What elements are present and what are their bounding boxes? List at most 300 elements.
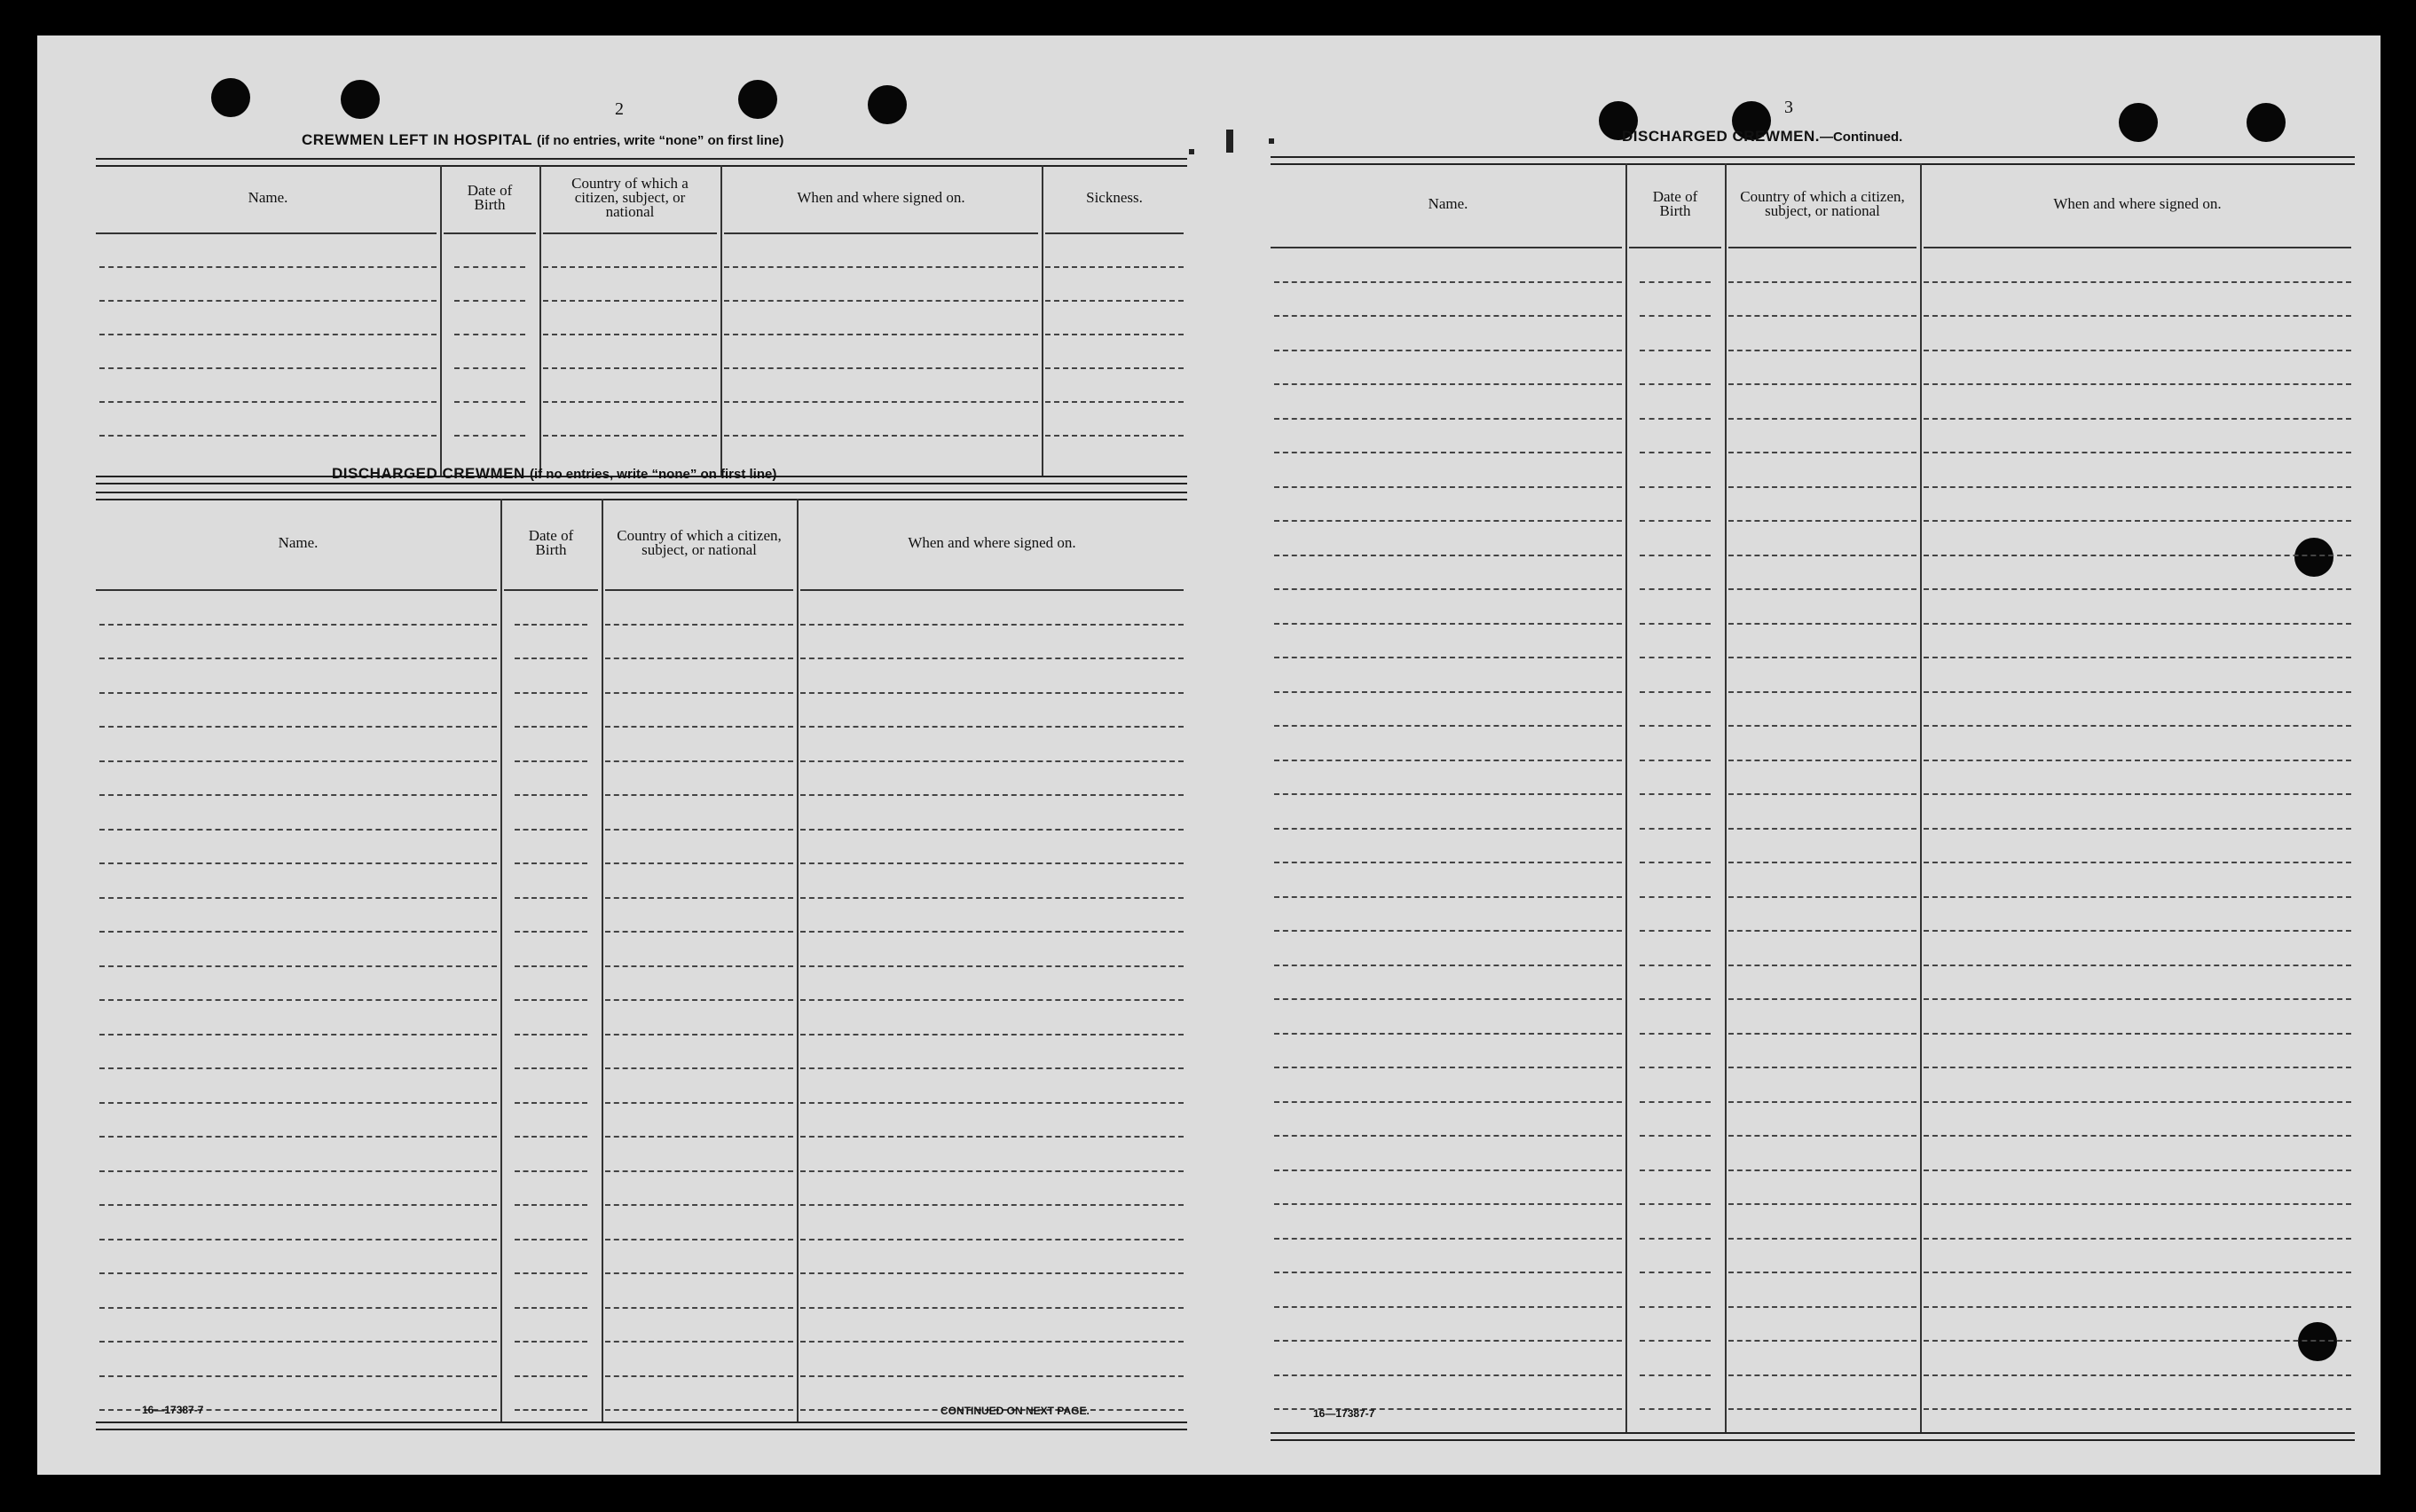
entry-line[interactable]	[605, 1409, 793, 1411]
entry-line[interactable]	[1640, 1374, 1711, 1376]
entry-line[interactable]	[1924, 520, 2351, 522]
entry-line[interactable]	[800, 1307, 1184, 1309]
entry-line[interactable]	[1924, 998, 2351, 1000]
entry-line[interactable]	[1728, 1238, 1916, 1240]
entry-line[interactable]	[800, 965, 1184, 967]
entry-line[interactable]	[1274, 760, 1622, 761]
entry-line[interactable]	[1728, 1272, 1916, 1273]
entry-line[interactable]	[605, 965, 793, 967]
entry-line[interactable]	[515, 1204, 587, 1206]
entry-line[interactable]	[515, 1239, 587, 1240]
entry-line[interactable]	[724, 266, 1038, 268]
entry-line[interactable]	[515, 1102, 587, 1104]
entry-line[interactable]	[1728, 998, 1916, 1000]
entry-line[interactable]	[1274, 1169, 1622, 1171]
entry-line[interactable]	[800, 862, 1184, 864]
column-header: When and where signed on.	[797, 189, 965, 206]
entry-line[interactable]	[1924, 588, 2351, 590]
entry-line[interactable]	[515, 1272, 587, 1274]
entry-line[interactable]	[1045, 435, 1184, 437]
entry-line[interactable]	[1728, 623, 1916, 625]
entry-line[interactable]	[1728, 828, 1916, 830]
entry-line[interactable]	[1924, 1408, 2351, 1410]
entry-line[interactable]	[515, 658, 587, 659]
column-header: Date of Birth	[467, 182, 513, 213]
entry-line[interactable]	[1924, 1169, 2351, 1171]
entry-line[interactable]	[1924, 1033, 2351, 1035]
entry-line[interactable]	[1924, 418, 2351, 420]
entry-line[interactable]	[1924, 896, 2351, 898]
table-bottom-rule	[1271, 1432, 2355, 1441]
entry-line[interactable]	[1640, 486, 1711, 488]
entry-line[interactable]	[1640, 520, 1711, 522]
entry-line[interactable]	[543, 334, 717, 335]
entry-line[interactable]	[1924, 1306, 2351, 1308]
entry-line[interactable]	[515, 1341, 587, 1343]
entry-line[interactable]	[515, 1409, 587, 1411]
entry-line[interactable]	[1274, 1340, 1622, 1342]
entry-line[interactable]	[1274, 1272, 1622, 1273]
entry-line[interactable]	[1640, 896, 1711, 898]
column-header: When and where signed on.	[908, 534, 1076, 551]
entry-line[interactable]	[605, 1239, 793, 1240]
entry-line[interactable]	[1640, 691, 1711, 693]
section-note: —Continued.	[1819, 130, 1903, 145]
entry-line[interactable]	[1045, 300, 1184, 302]
entry-line[interactable]	[99, 1272, 497, 1274]
entry-line[interactable]	[1924, 1067, 2351, 1068]
entry-line[interactable]	[1924, 350, 2351, 351]
entry-line[interactable]	[1640, 1169, 1711, 1171]
entry-line[interactable]	[724, 334, 1038, 335]
discharged-continued-table	[1271, 156, 2355, 1437]
entry-line[interactable]	[605, 760, 793, 762]
entry-line[interactable]	[99, 401, 437, 403]
entry-line[interactable]	[1640, 1067, 1711, 1068]
entry-line[interactable]	[1640, 760, 1711, 761]
entry-line[interactable]	[1924, 725, 2351, 727]
entry-line[interactable]	[515, 965, 587, 967]
entry-line[interactable]	[1728, 1374, 1916, 1376]
entry-line[interactable]	[1274, 1374, 1622, 1376]
entry-line[interactable]	[1728, 452, 1916, 453]
hospital-section-title	[302, 131, 783, 149]
entry-line[interactable]	[543, 367, 717, 369]
entry-line[interactable]	[1640, 452, 1711, 453]
entry-line[interactable]	[99, 367, 437, 369]
entry-line[interactable]	[1924, 760, 2351, 761]
entry-line[interactable]	[1924, 486, 2351, 488]
form-code: 16—17387-7	[1313, 1407, 1375, 1420]
entry-line[interactable]	[1728, 1033, 1916, 1035]
entry-line[interactable]	[800, 1375, 1184, 1377]
entry-line[interactable]	[99, 829, 497, 831]
entry-line[interactable]	[1640, 793, 1711, 795]
entry-line[interactable]	[454, 300, 525, 302]
entry-line[interactable]	[1274, 418, 1622, 420]
entry-line[interactable]	[99, 965, 497, 967]
table-bottom-rule	[96, 1421, 1187, 1430]
header-underline	[1271, 247, 1622, 248]
entry-line[interactable]	[543, 401, 717, 403]
entry-line[interactable]	[1640, 998, 1711, 1000]
column-divider	[1042, 165, 1043, 476]
entry-line[interactable]	[605, 1272, 793, 1274]
entry-line[interactable]	[800, 1272, 1184, 1274]
entry-line[interactable]	[1728, 1067, 1916, 1068]
column-header: Name.	[1428, 195, 1468, 212]
entry-line[interactable]	[1274, 896, 1622, 898]
entry-line[interactable]	[99, 1102, 497, 1104]
entry-line[interactable]	[800, 726, 1184, 728]
column-divider	[539, 165, 541, 476]
entry-line[interactable]	[1274, 486, 1622, 488]
entry-line[interactable]	[1640, 555, 1711, 556]
entry-line[interactable]	[800, 931, 1184, 933]
entry-line[interactable]	[1274, 555, 1622, 556]
entry-line[interactable]	[99, 1239, 497, 1240]
entry-line[interactable]	[454, 401, 525, 403]
entry-line[interactable]	[1274, 588, 1622, 590]
entry-line[interactable]	[1728, 691, 1916, 693]
entry-line[interactable]	[99, 1375, 497, 1377]
entry-line[interactable]	[605, 1067, 793, 1069]
entry-line[interactable]	[99, 760, 497, 762]
entry-line[interactable]	[605, 1170, 793, 1172]
punch-hole	[341, 80, 380, 119]
entry-line[interactable]	[1728, 930, 1916, 932]
entry-line[interactable]	[99, 897, 497, 899]
entry-line[interactable]	[1728, 486, 1916, 488]
entry-line[interactable]	[1924, 965, 2351, 966]
entry-line[interactable]	[1640, 281, 1711, 283]
entry-line[interactable]	[515, 1307, 587, 1309]
entry-line[interactable]	[1274, 1203, 1622, 1205]
entry-line[interactable]	[1045, 401, 1184, 403]
entry-line[interactable]	[543, 266, 717, 268]
entry-line[interactable]	[99, 266, 437, 268]
punch-hole	[2247, 103, 2286, 142]
entry-line[interactable]	[99, 1341, 497, 1343]
entry-line[interactable]	[1924, 623, 2351, 625]
entry-line[interactable]	[1640, 862, 1711, 863]
entry-line[interactable]	[99, 692, 497, 694]
entry-line[interactable]	[1640, 588, 1711, 590]
entry-line[interactable]	[1728, 1306, 1916, 1308]
entry-line[interactable]	[800, 1341, 1184, 1343]
entry-line[interactable]	[1274, 1306, 1622, 1308]
entry-line[interactable]	[1274, 828, 1622, 830]
entry-line[interactable]	[1640, 1306, 1711, 1308]
entry-line[interactable]	[800, 692, 1184, 694]
entry-line[interactable]	[515, 760, 587, 762]
entry-line[interactable]	[515, 794, 587, 796]
entry-line[interactable]	[99, 658, 497, 659]
entry-line[interactable]	[1640, 1408, 1711, 1410]
entry-line[interactable]	[1274, 1101, 1622, 1103]
header-underline	[96, 232, 437, 234]
entry-line[interactable]	[1728, 281, 1916, 283]
entry-line[interactable]	[515, 897, 587, 899]
entry-line[interactable]	[1924, 691, 2351, 693]
entry-line[interactable]	[1728, 1408, 1916, 1410]
entry-line[interactable]	[1640, 350, 1711, 351]
entry-line[interactable]	[1045, 367, 1184, 369]
column-header: Country of which a citizen, subject, or national	[1740, 188, 1905, 219]
entry-line[interactable]	[1274, 930, 1622, 932]
entry-line[interactable]	[1640, 418, 1711, 420]
entry-line[interactable]	[800, 1204, 1184, 1206]
entry-line[interactable]	[1640, 657, 1711, 658]
entry-line[interactable]	[1924, 452, 2351, 453]
entry-line[interactable]	[1924, 1135, 2351, 1137]
entry-line[interactable]	[515, 1375, 587, 1377]
entry-line[interactable]	[605, 999, 793, 1001]
entry-line[interactable]	[1924, 1203, 2351, 1205]
entry-line[interactable]	[1924, 862, 2351, 863]
entry-line[interactable]	[1924, 1272, 2351, 1273]
entry-line[interactable]	[99, 624, 497, 626]
entry-line[interactable]	[605, 931, 793, 933]
fold-mark	[1226, 130, 1233, 153]
entry-line[interactable]	[1640, 828, 1711, 830]
entry-line[interactable]	[99, 794, 497, 796]
section-note: (if no entries, write “none” on first line)	[529, 467, 777, 482]
entry-line[interactable]	[1274, 520, 1622, 522]
entry-line[interactable]	[1924, 1374, 2351, 1376]
punch-hole	[211, 78, 250, 117]
entry-line[interactable]	[605, 1102, 793, 1104]
column-divider	[1625, 163, 1627, 1432]
header-underline	[724, 232, 1038, 234]
entry-line[interactable]	[1274, 350, 1622, 351]
entry-line[interactable]	[1274, 862, 1622, 863]
header-underline	[444, 232, 536, 234]
entry-line[interactable]	[800, 1034, 1184, 1036]
entry-line[interactable]	[1728, 657, 1916, 658]
entry-line[interactable]	[515, 931, 587, 933]
entry-line[interactable]	[800, 624, 1184, 626]
entry-line[interactable]	[724, 401, 1038, 403]
entry-line[interactable]	[1728, 1340, 1916, 1342]
header-underline	[1728, 247, 1916, 248]
entry-line[interactable]	[1274, 1067, 1622, 1068]
entry-line[interactable]	[1640, 383, 1711, 385]
section-title-text: DISCHARGED CREWMEN	[332, 465, 525, 482]
entry-line[interactable]	[605, 658, 793, 659]
entry-line[interactable]	[605, 829, 793, 831]
column-header: Date of Birth	[528, 527, 574, 558]
entry-line[interactable]	[605, 726, 793, 728]
entry-line[interactable]	[515, 624, 587, 626]
entry-line[interactable]	[1640, 1238, 1711, 1240]
entry-line[interactable]	[1924, 1238, 2351, 1240]
entry-line[interactable]	[1728, 1101, 1916, 1103]
entry-line[interactable]	[605, 794, 793, 796]
entry-line[interactable]	[800, 897, 1184, 899]
entry-line[interactable]	[1274, 793, 1622, 795]
punch-hole	[868, 85, 907, 124]
entry-line[interactable]	[1728, 1203, 1916, 1205]
entry-line[interactable]	[1640, 1033, 1711, 1035]
entry-line[interactable]	[1728, 896, 1916, 898]
entry-line[interactable]	[99, 435, 437, 437]
entry-line[interactable]	[99, 334, 437, 335]
entry-line[interactable]	[605, 1375, 793, 1377]
entry-line[interactable]	[724, 435, 1038, 437]
entry-line[interactable]	[605, 1136, 793, 1138]
entry-line[interactable]	[800, 1239, 1184, 1240]
entry-line[interactable]	[1728, 793, 1916, 795]
entry-line[interactable]	[800, 829, 1184, 831]
entry-line[interactable]	[1640, 315, 1711, 317]
column-header: When and where signed on.	[2053, 195, 2222, 212]
page-number: 3	[1784, 98, 1793, 117]
entry-line[interactable]	[99, 1067, 497, 1069]
entry-line[interactable]	[1640, 1135, 1711, 1137]
entry-line[interactable]	[1640, 930, 1711, 932]
column-header: Sickness.	[1086, 189, 1143, 206]
entry-line[interactable]	[605, 692, 793, 694]
entry-line[interactable]	[543, 435, 717, 437]
column-divider	[720, 165, 722, 476]
entry-line[interactable]	[1924, 793, 2351, 795]
header-underline	[96, 589, 497, 591]
entry-line[interactable]	[800, 1067, 1184, 1069]
entry-line[interactable]	[99, 1170, 497, 1172]
entry-line[interactable]	[800, 1170, 1184, 1172]
entry-line[interactable]	[1728, 315, 1916, 317]
entry-line[interactable]	[1728, 555, 1916, 556]
entry-line[interactable]	[515, 692, 587, 694]
entry-line[interactable]	[99, 1034, 497, 1036]
entry-line[interactable]	[1924, 281, 2351, 283]
entry-line[interactable]	[1640, 965, 1711, 966]
entry-line[interactable]	[515, 862, 587, 864]
entry-line[interactable]	[1640, 1101, 1711, 1103]
entry-line[interactable]	[800, 794, 1184, 796]
entry-line[interactable]	[1274, 315, 1622, 317]
entry-line[interactable]	[454, 435, 525, 437]
discharged-continued-title	[1622, 128, 1902, 146]
entry-line[interactable]	[99, 862, 497, 864]
entry-line[interactable]	[1728, 588, 1916, 590]
entry-line[interactable]	[515, 726, 587, 728]
entry-line[interactable]	[99, 931, 497, 933]
entry-line[interactable]	[1274, 965, 1622, 966]
entry-line[interactable]	[605, 1204, 793, 1206]
hospital-table	[96, 158, 1187, 481]
entry-line[interactable]	[99, 1136, 497, 1138]
entry-line[interactable]	[99, 726, 497, 728]
entry-line[interactable]	[1274, 1238, 1622, 1240]
entry-line[interactable]	[515, 999, 587, 1001]
entry-line[interactable]	[1640, 725, 1711, 727]
entry-line[interactable]	[605, 862, 793, 864]
entry-line[interactable]	[1640, 1272, 1711, 1273]
entry-line[interactable]	[800, 1136, 1184, 1138]
entry-line[interactable]	[1728, 520, 1916, 522]
entry-line[interactable]	[1728, 350, 1916, 351]
entry-line[interactable]	[605, 1307, 793, 1309]
entry-line[interactable]	[605, 897, 793, 899]
entry-line[interactable]	[515, 1170, 587, 1172]
entry-line[interactable]	[454, 266, 525, 268]
entry-line[interactable]	[1924, 315, 2351, 317]
entry-line[interactable]	[1274, 383, 1622, 385]
column-header: Country of which a citizen, subject, or national	[571, 175, 689, 220]
entry-line[interactable]	[724, 367, 1038, 369]
entry-line[interactable]	[1924, 657, 2351, 658]
entry-line[interactable]	[1274, 691, 1622, 693]
entry-line[interactable]	[99, 999, 497, 1001]
entry-line[interactable]	[724, 300, 1038, 302]
entry-line[interactable]	[1640, 1203, 1711, 1205]
entry-line[interactable]	[1728, 965, 1916, 966]
entry-line[interactable]	[1924, 828, 2351, 830]
entry-line[interactable]	[99, 1204, 497, 1206]
entry-line[interactable]	[1924, 1101, 2351, 1103]
entry-line[interactable]	[800, 658, 1184, 659]
entry-line[interactable]	[99, 1307, 497, 1309]
entry-line[interactable]	[1728, 862, 1916, 863]
entry-line[interactable]	[1274, 657, 1622, 658]
entry-line[interactable]	[1640, 623, 1711, 625]
entry-line[interactable]	[454, 334, 525, 335]
entry-line[interactable]	[1728, 725, 1916, 727]
entry-line[interactable]	[605, 1341, 793, 1343]
header-underline	[1924, 247, 2351, 248]
punch-hole	[2119, 103, 2158, 142]
entry-line[interactable]	[1924, 1340, 2351, 1342]
entry-line[interactable]	[1274, 725, 1622, 727]
entry-line[interactable]	[1924, 555, 2351, 556]
entry-line[interactable]	[800, 760, 1184, 762]
page-number: 2	[615, 99, 624, 119]
entry-line[interactable]	[515, 1034, 587, 1036]
entry-line[interactable]	[800, 1102, 1184, 1104]
entry-line[interactable]	[1274, 1135, 1622, 1137]
entry-line[interactable]	[800, 999, 1184, 1001]
entry-line[interactable]	[1728, 760, 1916, 761]
entry-line[interactable]	[543, 300, 717, 302]
entry-line[interactable]	[1274, 1033, 1622, 1035]
entry-line[interactable]	[1274, 281, 1622, 283]
header-underline	[605, 589, 793, 591]
entry-line[interactable]	[1045, 266, 1184, 268]
entry-line[interactable]	[1924, 930, 2351, 932]
entry-line[interactable]	[1728, 1135, 1916, 1137]
entry-line[interactable]	[605, 1034, 793, 1036]
entry-line[interactable]	[1728, 383, 1916, 385]
entry-line[interactable]	[454, 367, 525, 369]
section-note: (if no entries, write “none” on first line)	[537, 133, 784, 148]
entry-line[interactable]	[1045, 334, 1184, 335]
entry-line[interactable]	[515, 1067, 587, 1069]
section-title-text: DISCHARGED CREWMEN.	[1622, 128, 1820, 145]
entry-line[interactable]	[605, 624, 793, 626]
entry-line[interactable]	[1274, 998, 1622, 1000]
entry-line[interactable]	[1728, 418, 1916, 420]
entry-line[interactable]	[99, 300, 437, 302]
entry-line[interactable]	[515, 1136, 587, 1138]
entry-line[interactable]	[1640, 1340, 1711, 1342]
entry-line[interactable]	[1728, 1169, 1916, 1171]
entry-line[interactable]	[1924, 383, 2351, 385]
entry-line[interactable]	[1274, 452, 1622, 453]
entry-line[interactable]	[1274, 623, 1622, 625]
entry-line[interactable]	[515, 829, 587, 831]
